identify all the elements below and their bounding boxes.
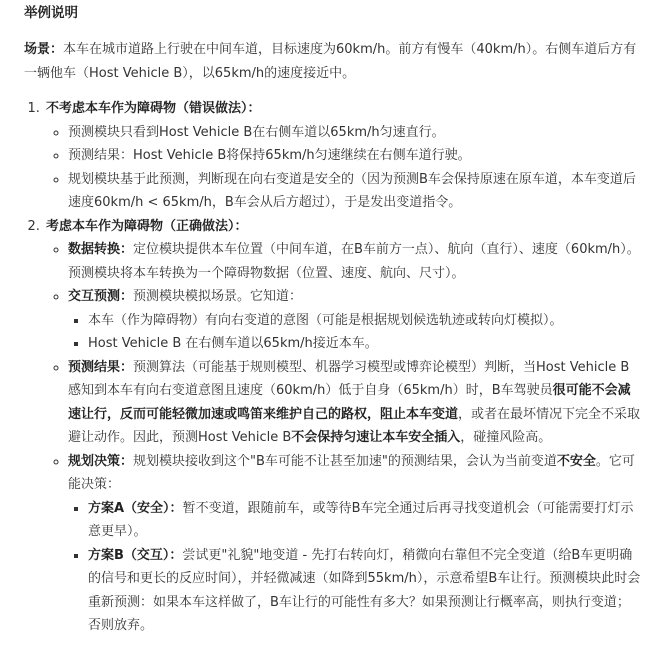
interaction-predict-text: 预测模块模拟场景。它知道：	[133, 289, 303, 304]
list-item: ◦ 预测模块只看到Host Vehicle B在右侧车道以65km/h匀速直行。	[68, 121, 641, 145]
plan-a-item	[88, 497, 641, 544]
data-convert-label: 数据转换：	[68, 242, 134, 257]
case-2-points	[46, 238, 641, 638]
plan-options-list	[68, 497, 641, 638]
interaction-sub-list	[68, 309, 641, 356]
predict-result-text-1: 预测算法（可能基于规则模型、机器学习模型或博弈论模型）判断，当Host Vehicle B感知到本车有向右变道意图且速度（60km/h）低于自身（65km/h）时，B车驾驶员	[68, 359, 630, 398]
section-heading: 举例说明	[24, 5, 78, 21]
plan-a-text: 暂不变道，跟随前车，或等待B车完全通过后再寻找变道机会（可能需要打灯示意更早）。	[88, 500, 634, 539]
list-item: ◦ 预测结果：Host Vehicle B将保持65km/h匀速继续在右侧车道行驶。	[68, 144, 641, 168]
plan-b-label: 方案B（交互）：	[88, 547, 183, 563]
plan-decision-bold: 不安全	[556, 453, 596, 469]
plan-decision-text-1: 规划模块接收到这个"B车可能不让甚至加速"的预测结果，会认为当前变道	[133, 453, 557, 469]
plan-a-label: 方案A（安全）：	[88, 500, 183, 516]
case-2-title: 考虑本车作为障碍物（正确做法）：	[46, 218, 248, 234]
scene-text: 本车在城市道路上行驶在中间车道，目标速度为60km/h。前方有慢车（40km/h）。右侧车道后方有一辆他车（Host Vehicle B），以65km/h的速度接近中。	[24, 42, 637, 81]
predict-result-item	[68, 356, 641, 450]
case-2	[44, 215, 641, 638]
case-1-points	[46, 121, 641, 215]
list-item: ▪ Host Vehicle B 在右侧车道以65km/h接近本车。	[88, 332, 641, 356]
plan-decision-item	[68, 450, 641, 638]
scene-paragraph	[24, 38, 641, 85]
case-1	[44, 97, 641, 215]
predict-result-label: 预测结果：	[68, 359, 134, 375]
plan-b-text: 尝试更"礼貌"地变道 - 先打右转向灯，稍微向右靠但不完全变道（给B车更明确的信号和更长的反应时间），并轻微减速（如降到55km/h），示意希望B车让行。预测模块此时会重新预测：如果本车这样做了，B车让行的可能性有多大？如果预测让行概率高，则执行变道；否则放弃。	[88, 547, 641, 633]
interaction-predict-label: 交互预测：	[68, 289, 134, 304]
scene-label: 场景：	[24, 42, 64, 57]
predict-result-bold-2: 不会保持匀速让本车安全插入	[291, 430, 461, 445]
data-convert-item	[68, 238, 641, 285]
case-1-title: 不考虑本车作为障碍物（错误做法）：	[46, 101, 261, 116]
predict-result-text-2: ，或者在最坏情况下完全不采取避让动作。因此，预测Host Vehicle B	[68, 406, 641, 445]
plan-decision-text-2: 。它可能决策：	[68, 453, 635, 492]
list-item: ▪ 本车（作为障碍物）有向右变道的意图（可能是根据规划候选轨迹或转向灯模拟）。	[88, 309, 641, 333]
predict-result-text-3: ，碰撞风险高。	[460, 430, 552, 445]
plan-decision-label: 规划决策：	[68, 453, 134, 469]
data-convert-text: 定位模块提供本车位置（中间车道，在B车前方一点）、航向（直行）、速度（60km/h）。预测模块将本车转换为一个障碍物数据（位置、速度、航向、尺寸）。	[68, 242, 640, 281]
case-list	[24, 97, 641, 638]
plan-b-item	[88, 544, 641, 638]
interaction-predict-item	[68, 285, 641, 356]
predict-result-bold-1: 很可能不会减速让行，反而可能轻微加速或鸣笛来维护自己的路权，阻止本车变道	[68, 383, 631, 422]
list-item: ◦ 规划模块基于此预测，判断现在向右变道是安全的（因为预测B车会保持原速在原车道，本车变道后速度60km/h < 65km/h，B车会从后方超过），于是发出变道指令。	[68, 168, 641, 215]
